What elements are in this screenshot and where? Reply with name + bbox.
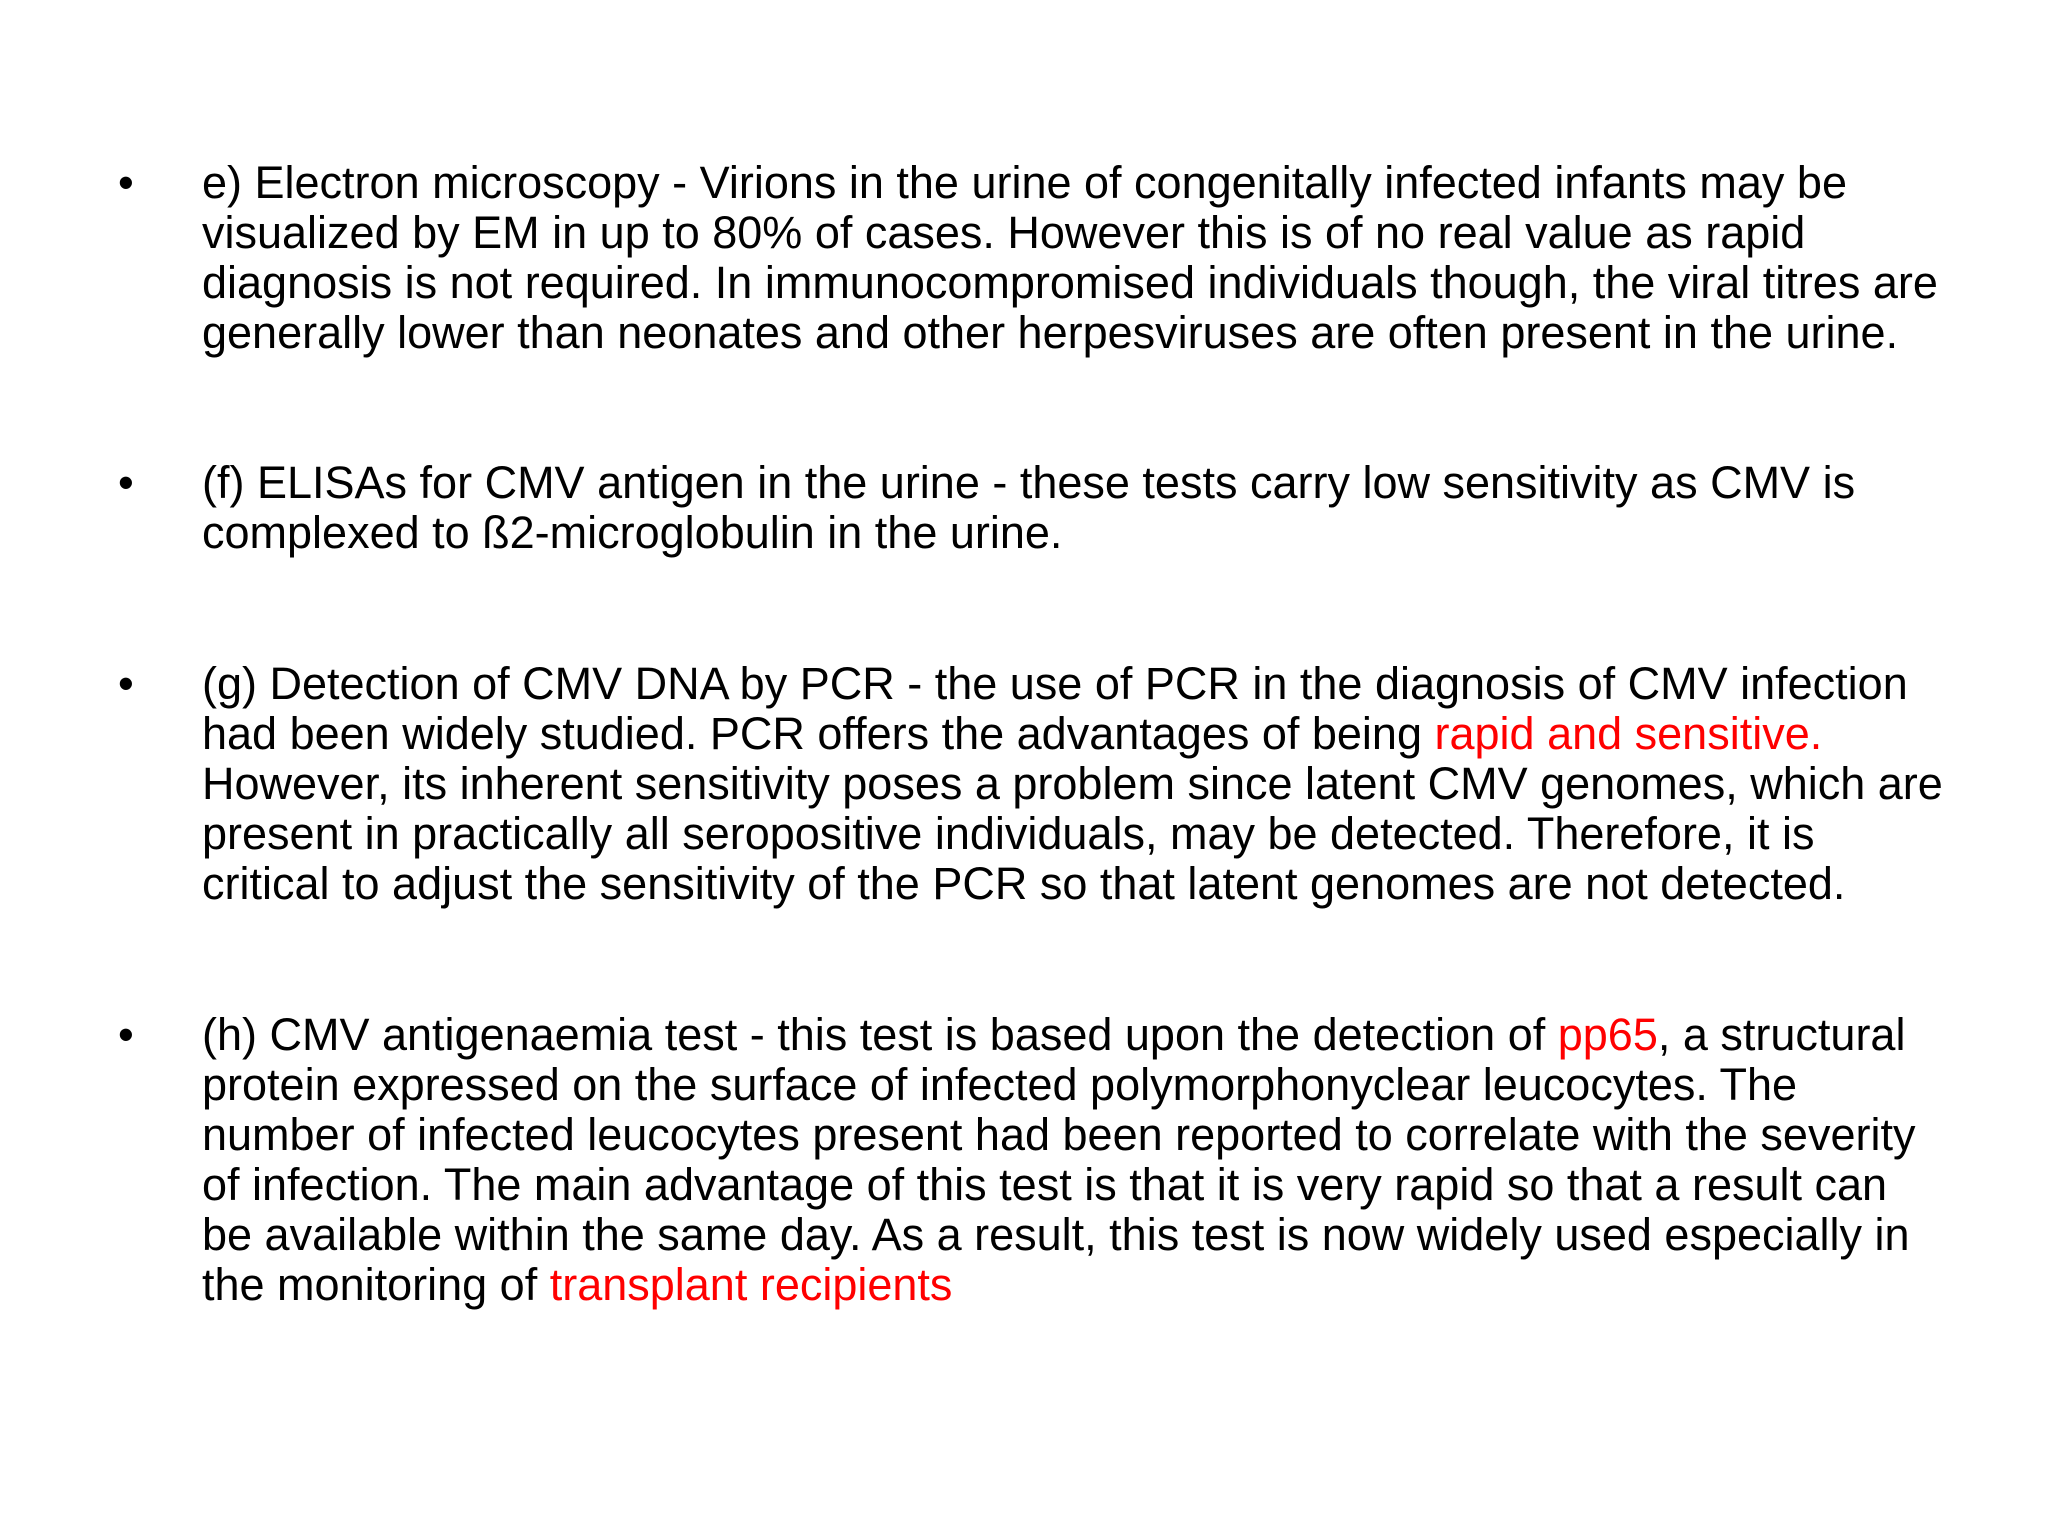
bullet-marker: • — [118, 658, 134, 709]
bullet-item-electron-microscopy — [118, 158, 1948, 358]
bullet-text: (g) Detection of CMV DNA by PCR - the use of PCR in the diagnosis of CMV infection had been widely studied. PCR offers the advantages of being — [202, 658, 1908, 759]
bullet-text: (h) CMV antigenaemia test - this test is based upon the detection of — [202, 1009, 1558, 1060]
bullet-text: However, its inherent sensitivity poses a problem since latent CMV genomes, which are present in practically all seropositive individuals, may be detected. Therefore, it is critical to adjust the sensitivity of the PCR so that latent genomes are not detected. — [202, 758, 1943, 909]
bullet-text: , a structural protein expressed on the surface of infected polymorphonyclear leucocytes. The number of infected leucocytes present had been reported to correlate with the severity of infection. The main advantage of this test is that it is very rapid so that a result can be available within the same day. As a result, this test is now widely used especially in the monitoring of — [202, 1009, 1916, 1310]
highlight-text: transplant recipients — [549, 1259, 953, 1310]
bullet-text: e) Electron microscopy - Virions in the urine of congenitally infected infants may be visualized by EM in up to 80% of cases. However this is of no real value as rapid diagnosis is not required. In immunocompromised individuals though, the viral titres are generally lower than neonates and other herpesviruses are often present in the urine. — [202, 157, 1938, 358]
bullet-list — [118, 158, 1948, 1310]
highlight-text: pp65 — [1557, 1009, 1658, 1060]
bullet-text: (f) ELISAs for CMV antigen in the urine - these tests carry low sensitivity as CMV is complexed to ß2-microglobulin in the urine. — [202, 457, 1856, 558]
bullet-item-elisa — [118, 458, 1948, 558]
bullet-marker: • — [118, 157, 134, 208]
bullet-marker: • — [118, 1009, 134, 1060]
highlight-text: rapid and sensitive. — [1434, 708, 1823, 759]
bullet-marker: • — [118, 457, 134, 508]
bullet-item-pcr — [118, 659, 1948, 909]
bullet-item-antigenaemia — [118, 1010, 1948, 1310]
